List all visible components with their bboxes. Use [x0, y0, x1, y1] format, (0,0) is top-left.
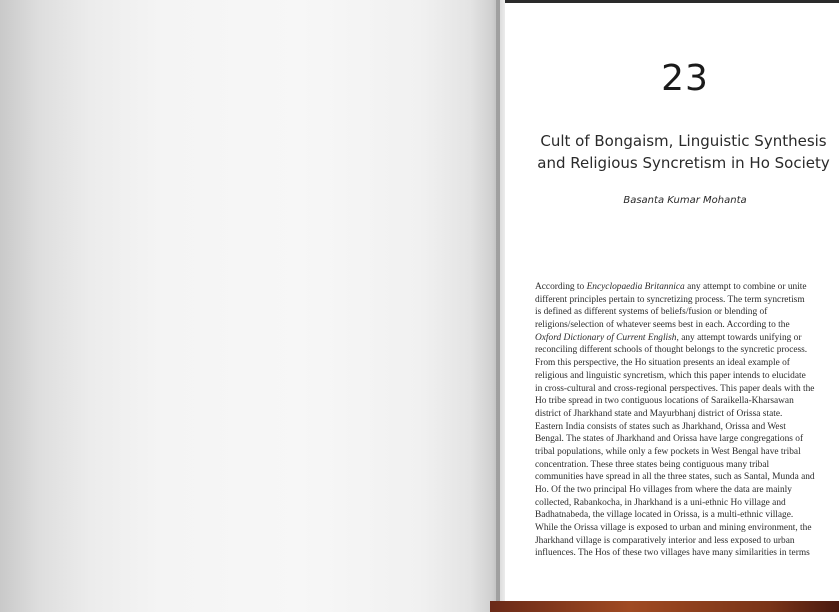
- body-line: [535, 471, 839, 484]
- body-line: [535, 535, 839, 548]
- page-bottom-edge: [490, 601, 839, 612]
- body-text-run: concentration. These three states being contiguous many tribal: [535, 459, 770, 470]
- body-text-run: in cross-cultural and cross-regional perspectives. This paper deals with the: [535, 383, 815, 394]
- body-text-run: religious and linguistic syncretism, which this paper intends to elucidate: [535, 370, 806, 381]
- body-line: [535, 332, 839, 345]
- body-text-run: Eastern India consists of states such as Jharkhand, Orissa and West: [535, 421, 786, 432]
- body-text-run: religions/selection of whatever seems best in each. According to the: [535, 320, 790, 331]
- body-line: [535, 459, 839, 472]
- body-text-run: , any attempt towards unifying or: [676, 332, 802, 343]
- page-top-edge: [505, 0, 839, 3]
- body-text-run: any attempt to combine or unite: [684, 282, 807, 292]
- body-line: [535, 547, 839, 560]
- body-line: [535, 446, 839, 459]
- body-text-run: is defined as different systems of beliefs/fusion or blending of: [535, 307, 768, 318]
- body-line: [535, 370, 839, 383]
- chapter-number: 23: [661, 58, 709, 99]
- chapter-title: [528, 130, 839, 174]
- body-line: [535, 408, 839, 421]
- body-text-run: Ho. Of the two principal Ho villages from where the data are mainly: [535, 485, 792, 495]
- body-text-run: district of Jharkhand state and Mayurbhanj district of Orissa state.: [535, 408, 783, 419]
- body-line: [535, 357, 839, 370]
- body-line: [535, 484, 839, 497]
- body-line: [535, 421, 839, 434]
- body-text-run: communities have spread in all the three states, such as Santal, Munda and: [535, 472, 815, 483]
- body-text-run: Jharkhand village is comparatively interior and less exposed to urban: [535, 535, 795, 546]
- body-line: [535, 383, 839, 396]
- body-text-run: different principles pertain to syncretizing process. The term syncretism: [535, 294, 805, 305]
- author-name: Basanta Kumar Mohanta: [623, 195, 747, 206]
- body-line: [535, 281, 839, 294]
- chapter-title-line: Cult of Bongaism, Linguistic Synthesis: [540, 132, 827, 150]
- italic-title-text: Encyclopaedia Britannica: [586, 282, 685, 292]
- body-line: [535, 306, 839, 319]
- body-line: [535, 294, 839, 307]
- body-text-run: Badhatnabeda, the village located in Orissa, is a multi-ethnic village.: [535, 510, 794, 521]
- body-line: [535, 433, 839, 446]
- body-line: [535, 497, 839, 510]
- body-text-run: From this perspective, the Ho situation presents an ideal example of: [535, 358, 790, 369]
- body-line: [535, 344, 839, 357]
- body-line: [535, 522, 839, 535]
- body-paragraph: [535, 281, 839, 560]
- body-text-run: reconciling different schools of thought belongs to the syncretic process.: [535, 345, 808, 356]
- body-text-run: Ho tribe spread in two contiguous locations of Saraikella-Kharsawan: [535, 396, 794, 407]
- body-text-run: influences. The Hos of these two villages have many similarities in terms: [535, 548, 810, 559]
- italic-title-text: Oxford Dictionary of Current English: [535, 332, 677, 343]
- chapter-title-line: and Religious Syncretism in Ho Society: [537, 154, 830, 172]
- body-line: [535, 509, 839, 522]
- body-text-run: While the Orissa village is exposed to urban and mining environment, the: [535, 523, 812, 534]
- body-text-run: Bengal. The states of Jharkhand and Orissa have large congregations of: [535, 434, 804, 445]
- body-text-run: tribal populations, while only a few pockets in West Bengal have tribal: [535, 446, 801, 457]
- body-text-run: collected, Rabankocha, in Jharkhand is a uni-ethnic Ho village and: [535, 497, 786, 508]
- body-text-run: According to: [535, 282, 587, 292]
- body-line: [535, 319, 839, 332]
- body-line: [535, 395, 839, 408]
